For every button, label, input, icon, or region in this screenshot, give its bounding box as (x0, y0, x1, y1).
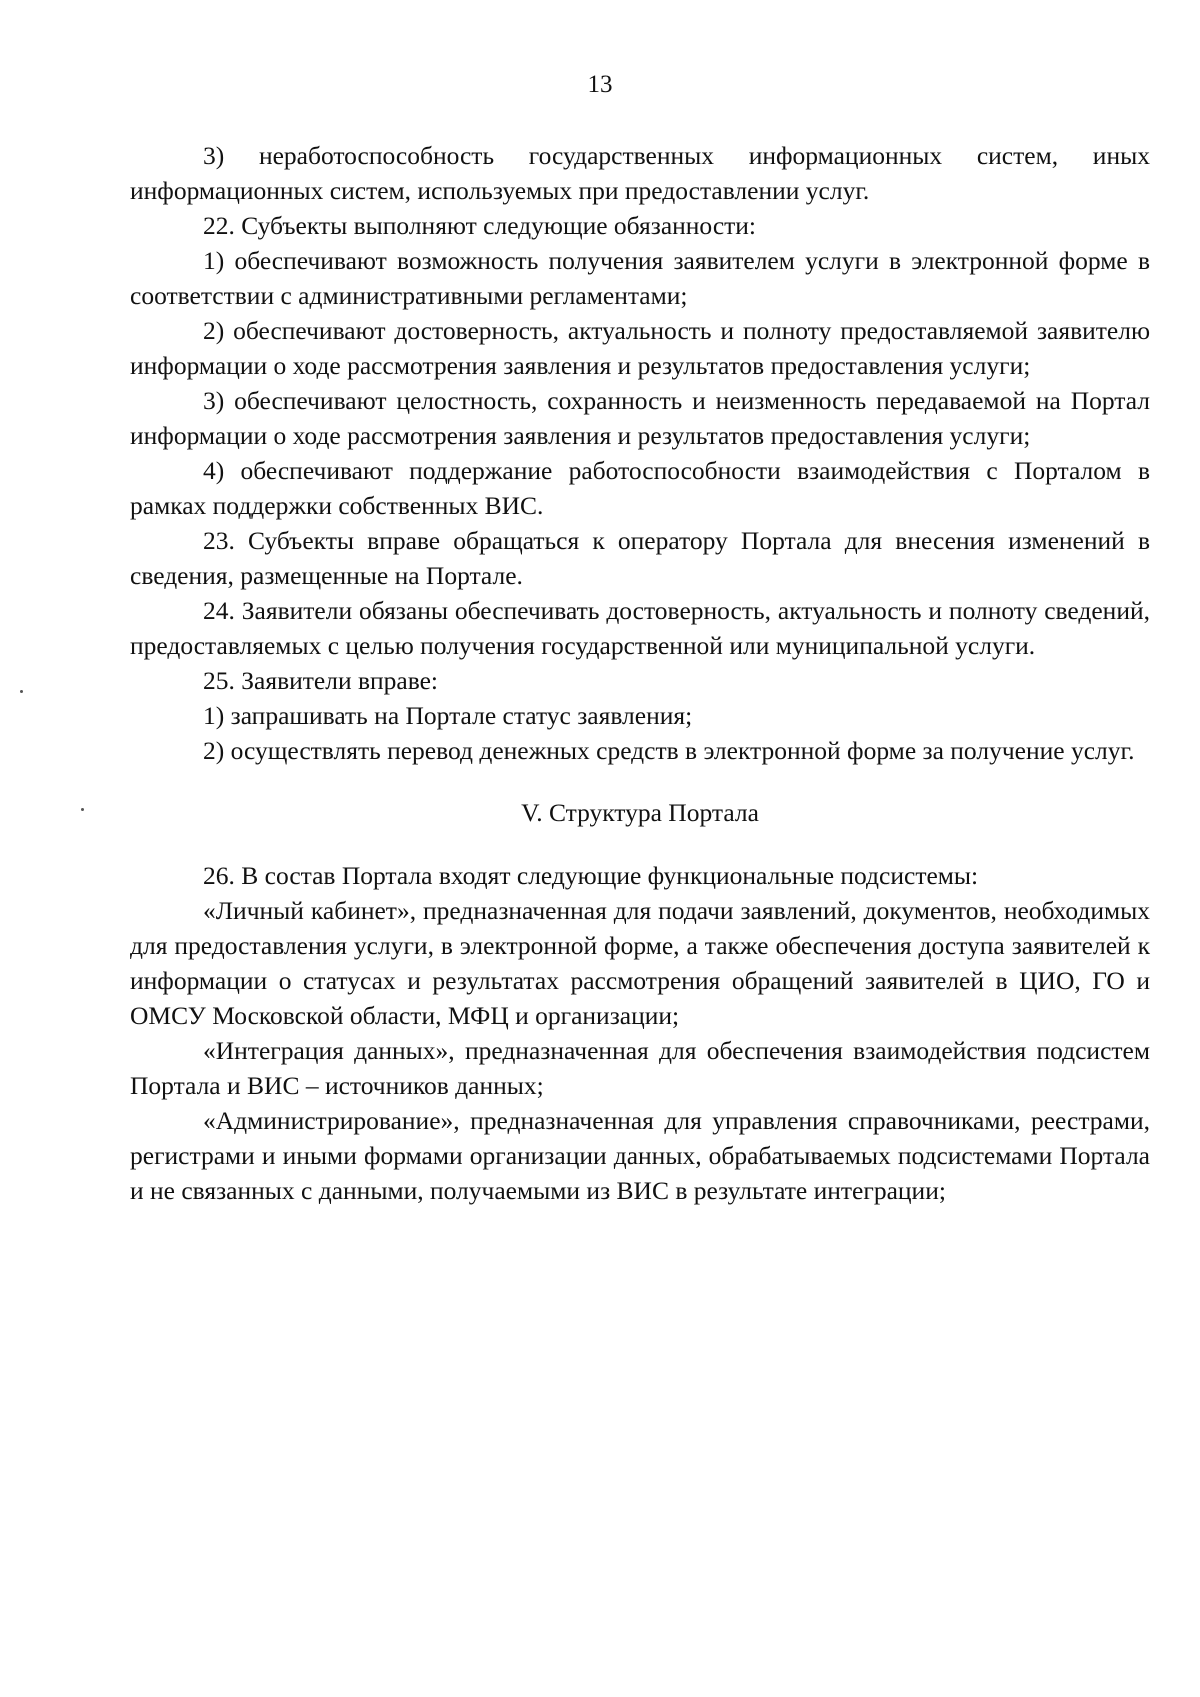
paragraph-26: 26. В состав Портала входят следующие функциональные подсистемы: (203, 861, 979, 890)
paragraph-25-item-2: 2) осуществлять перевод денежных средств в электронной форме за получение услуг. (203, 736, 1135, 765)
paragraph-25-item-1: 1) запрашивать на Портале статус заявления; (203, 701, 693, 730)
paragraph-22-obligations: 22. Субъекты выполняют следующие обязанности: (203, 211, 757, 240)
subsystem-data-integration: «Интеграция данных», предназначенная для обеспечения взаимодействия подсистем Портала и ВИС – источников данных; (130, 1036, 1150, 1100)
scan-speck (20, 690, 23, 693)
page-number: 13 (587, 71, 613, 98)
paragraph-25: 25. Заявители вправе: (203, 666, 439, 695)
paragraph-23: 23. Субъекты вправе обращаться к оператору Портала для внесения изменений в сведения, размещенные на Портале. (130, 526, 1150, 590)
scan-speck (81, 808, 84, 811)
paragraph-item-3-inoperability: 3) неработоспособность государственных информационных систем, иных информационных систем, используемых при предоставлении услуг. (130, 141, 1150, 205)
document-body (130, 138, 1150, 1208)
paragraph-24: 24. Заявители обязаны обеспечивать достоверность, актуальность и полноту сведений, предоставляемых с целью получения государственной или муниципальной услуги. (130, 596, 1150, 660)
paragraph-22-item-2: 2) обеспечивают достоверность, актуальность и полноту предоставляемой заявителю информации о ходе рассмотрения заявления и результатов предоставления услуги; (130, 316, 1150, 380)
paragraph-22-item-3: 3) обеспечивают целостность, сохранность и неизменность передаваемой на Портал информации о ходе рассмотрения заявления и результатов предоставления услуги; (130, 386, 1150, 450)
paragraph-22-item-1: 1) обеспечивают возможность получения заявителем услуги в электронной форме в соответствии с административными регламентами; (130, 246, 1150, 310)
paragraph-22-item-4: 4) обеспечивают поддержание работоспособности взаимодействия с Порталом в рамках поддержки собственных ВИС. (130, 456, 1150, 520)
subsystem-personal-account: «Личный кабинет», предназначенная для подачи заявлений, документов, необходимых для предоставления услуги, в электронной форме, а также обеспечения доступа заявителей к информации о статусах и результатах рассмотрения обращений заявителей в ЦИО, ГО и ОМСУ Московской области, МФЦ и организации; (130, 896, 1150, 1030)
section-heading: V. Структура Портала (521, 798, 759, 827)
subsystem-administration: «Администрирование», предназначенная для управления справочниками, реестрами, регистрами и иными формами организации данных, обрабатываемых подсистемами Портала и не связанных с данными, получаемыми из ВИС в результате интеграции; (130, 1106, 1150, 1205)
